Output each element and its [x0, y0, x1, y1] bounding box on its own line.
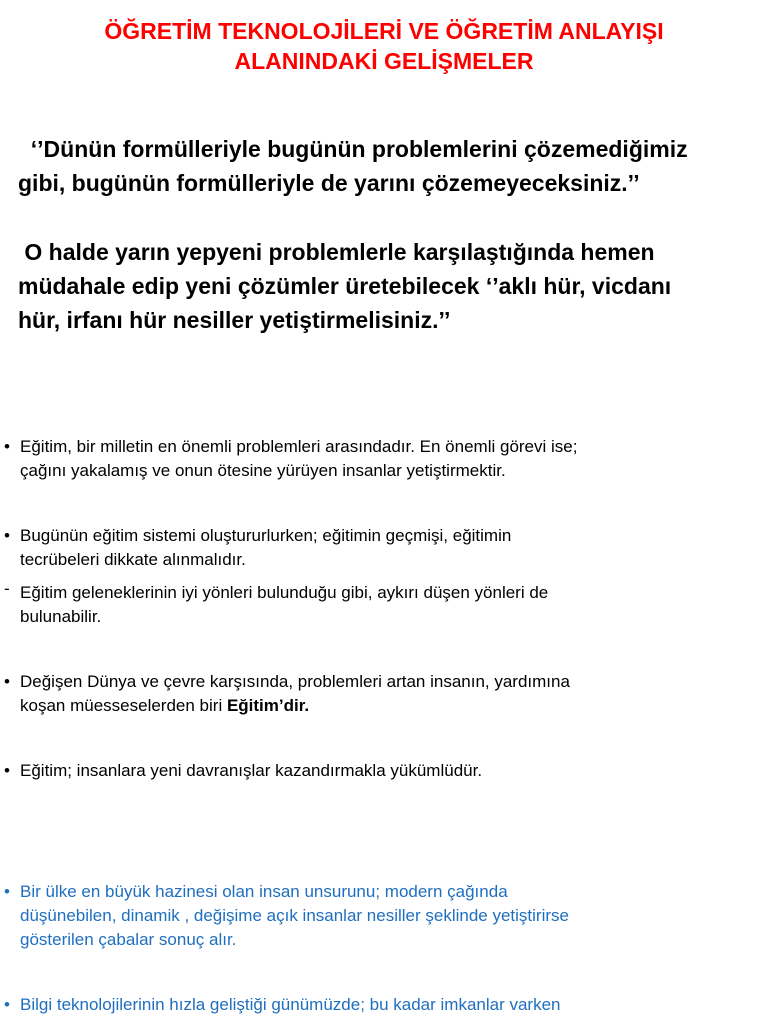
- list-item-highlight: [4, 880, 764, 952]
- list-item-line-2: düşünebilen, dinamik , değişime açık insanlar nesiller şeklinde yetiştirirse: [20, 906, 569, 925]
- list-item-line-1: Eğitim geleneklerinin iyi yönleri bulunduğu gibi, aykırı düşen yönleri de: [20, 583, 549, 602]
- list-item-line-2: [4, 694, 764, 718]
- title-line-1: ÖĞRETİM TEKNOLOJİLERİ VE ÖĞRETİM ANLAYIŞI: [104, 18, 664, 44]
- bullet-marker: •: [4, 672, 10, 691]
- list-item: [4, 670, 764, 718]
- list-item-line-1: Eğitim; insanlara yeni davranışlar kazandırmakla yükümlüdür.: [20, 761, 483, 780]
- list-item: [4, 759, 764, 783]
- list-item: [4, 581, 764, 629]
- bullet-marker: •: [4, 882, 10, 901]
- quote-2: [18, 235, 763, 337]
- list-item: [4, 435, 764, 483]
- list-item: [4, 524, 764, 572]
- dash-marker: -: [4, 579, 10, 598]
- title-line-2: ALANINDAKİ GELİŞMELER: [234, 48, 534, 74]
- quote-1-line-1: ‘’Dünün formülleriyle bugünün problemlerini çözemediğimiz: [18, 136, 688, 162]
- quote-1-line-2: gibi, bugünün formülleriyle de yarını çözemeyeceksiniz.’’: [18, 170, 640, 196]
- bullet-marker: •: [4, 437, 10, 456]
- list-item-line-2: çağını yakalamış ve onun ötesine yürüyen insanlar yetiştirmektir.: [20, 461, 506, 480]
- page-title: [0, 16, 768, 76]
- list-item-line-1: Bugünün eğitim sistemi oluştururlurken; eğitimin geçmişi, eğitimin: [20, 526, 512, 545]
- list-item-line-1: Eğitim, bir milletin en önemli problemleri arasındadır. En önemli görevi ise;: [20, 437, 578, 456]
- list-item-line-2: bulunabilir.: [20, 607, 102, 626]
- emphasis-text: Eğitim’dir.: [226, 696, 310, 715]
- list-item-highlight: [4, 993, 764, 1017]
- bullet-marker: •: [4, 761, 10, 780]
- quote-2-line-2: müdahale edip yeni çözümler üretebilecek ‘’aklı hür, vicdanı: [18, 273, 672, 299]
- quote-2-line-1: O halde yarın yepyeni problemlerle karşılaştığında hemen: [18, 239, 655, 265]
- list-item-line-1: Bilgi teknolojilerinin hızla geliştiği günümüzde; bu kadar imkanlar varken: [20, 995, 561, 1014]
- quote-2-line-3: hür, irfanı hür nesiller yetiştirmelisiniz.’’: [18, 307, 451, 333]
- list-item-line-1: Bir ülke en büyük hazinesi olan insan unsurunu; modern çağında: [20, 882, 508, 901]
- list-item-text: koşan müesseselerden biri: [20, 696, 227, 715]
- list-item-line-2: tecrübeleri dikkate alınmalıdır.: [20, 550, 246, 569]
- bullet-marker: •: [4, 995, 10, 1014]
- bullet-marker: •: [4, 526, 10, 545]
- list-item-line-1: Değişen Dünya ve çevre karşısında, problemleri artan insanın, yardımına: [20, 672, 570, 691]
- quote-1: [18, 132, 763, 200]
- list-item-line-3: gösterilen çabalar sonuç alır.: [20, 930, 237, 949]
